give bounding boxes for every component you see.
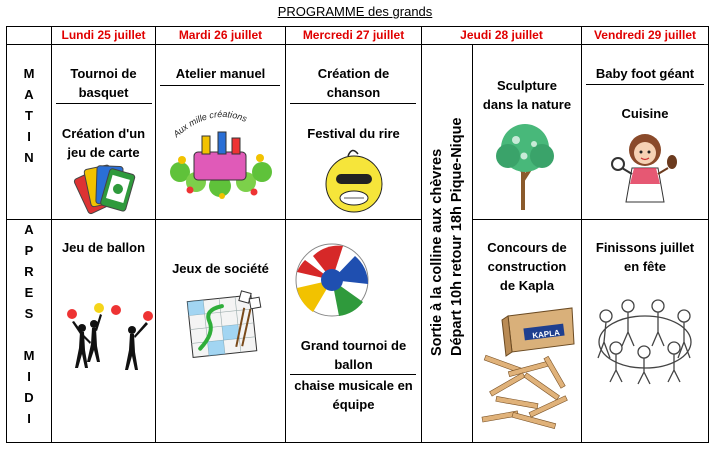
wednesday-morning-activity-2: Festival du rire [307,126,400,141]
activity-line: équipe [332,397,375,412]
activity-line: en fête [624,259,666,274]
monday-morning-activity-2 [52,124,155,162]
grid-line [6,26,7,443]
craft-workshop-logo [162,100,280,200]
grid-line [421,26,422,443]
period-letter: I [27,129,31,144]
activity-line: dans la nature [482,97,572,112]
monday-afternoon-activity: Jeu de ballon [61,240,146,255]
grid-line [472,219,708,220]
period-letter: M [23,348,35,363]
tuesday-afternoon-activity: Jeux de société [172,261,269,276]
period-afternoon-label [19,222,39,432]
activity-line: construction [487,259,567,274]
activity-divider [160,85,280,86]
activity-line: Création d'un [61,126,146,141]
friday-morning-activity-2: Cuisine [621,106,669,121]
ball-game-illustration [64,302,154,374]
period-letter: N [24,150,34,165]
activity-line: Grand tournoi de [300,338,407,353]
nature-tree-illustration [492,122,558,212]
day-header-thursday: Jeudi 28 juillet [460,28,543,42]
dancing-children-illustration [586,296,704,384]
activity-line: chaise musicale en [294,378,413,393]
grid-line [581,26,582,443]
cooking-girl-illustration [610,128,680,208]
day-header-wednesday: Mercredi 27 juillet [302,28,405,42]
period-letter: D [24,390,34,405]
activity-divider [290,103,416,104]
monday-morning-activity-1 [52,64,155,102]
activity-divider [290,374,416,375]
activity-line: Concours de [487,240,567,255]
wednesday-morning-activity-1 [286,64,421,102]
playing-cards-illustration [66,158,146,220]
thursday-afternoon-activity [473,238,581,295]
outing-line: Départ 10h retour 18h Pique-Nique [449,117,465,356]
activity-line: Tournoi de [70,66,137,81]
friday-afternoon-activity [582,238,708,276]
period-morning-label [19,66,39,171]
activity-line: Création de [317,66,390,81]
day-header-friday: Vendredi 29 juillet [593,28,697,42]
period-letter: R [24,264,34,279]
period-letter: A [24,222,34,237]
period-letter: A [24,87,34,102]
ball-illustration [293,242,371,318]
activity-line: Finissons juillet [595,240,695,255]
tuesday-morning-activity: Atelier manuel [175,66,266,81]
board-game-illustration [184,292,264,360]
grid-line [6,44,708,45]
page-title: PROGRAMME des grands [277,4,433,19]
period-letter: S [24,306,34,321]
thursday-morning-activity [473,76,581,114]
activity-line: ballon [334,357,373,372]
activity-line: Sculpture [497,78,557,93]
activity-divider [586,84,704,85]
period-letter: T [25,108,33,123]
kapla-label: KAPLA [531,328,561,341]
day-header-tuesday: Mardi 26 juillet [178,28,263,42]
period-letter [19,327,39,348]
activity-line: jeu de carte [67,145,140,160]
activity-line: basquet [78,85,129,100]
activity-line: chanson [326,85,381,100]
kapla-planks-illustration [478,304,578,436]
thursday-outing-text [427,118,467,357]
activity-line: de Kapla [499,278,555,293]
period-letter: M [23,66,35,81]
period-letter: I [27,369,31,384]
period-letter: P [24,243,34,258]
svg-text:Aux mille créations [171,109,250,140]
day-header-monday: Lundi 25 juillet [61,28,146,42]
activity-divider [56,103,152,104]
wednesday-afternoon-activity-1 [286,336,421,374]
outing-line: Sortie à la colline aux chèvres [429,148,445,356]
wednesday-afternoon-activity-2 [286,376,421,414]
craft-logo-text: Aux mille créations [171,108,249,140]
period-letter: I [27,411,31,426]
grid-line [155,26,156,443]
laughing-face-illustration [322,146,386,216]
grid-line [708,26,709,443]
friday-morning-activity-1: Baby foot géant [595,66,695,81]
period-letter: E [24,285,34,300]
grid-line [6,442,708,443]
